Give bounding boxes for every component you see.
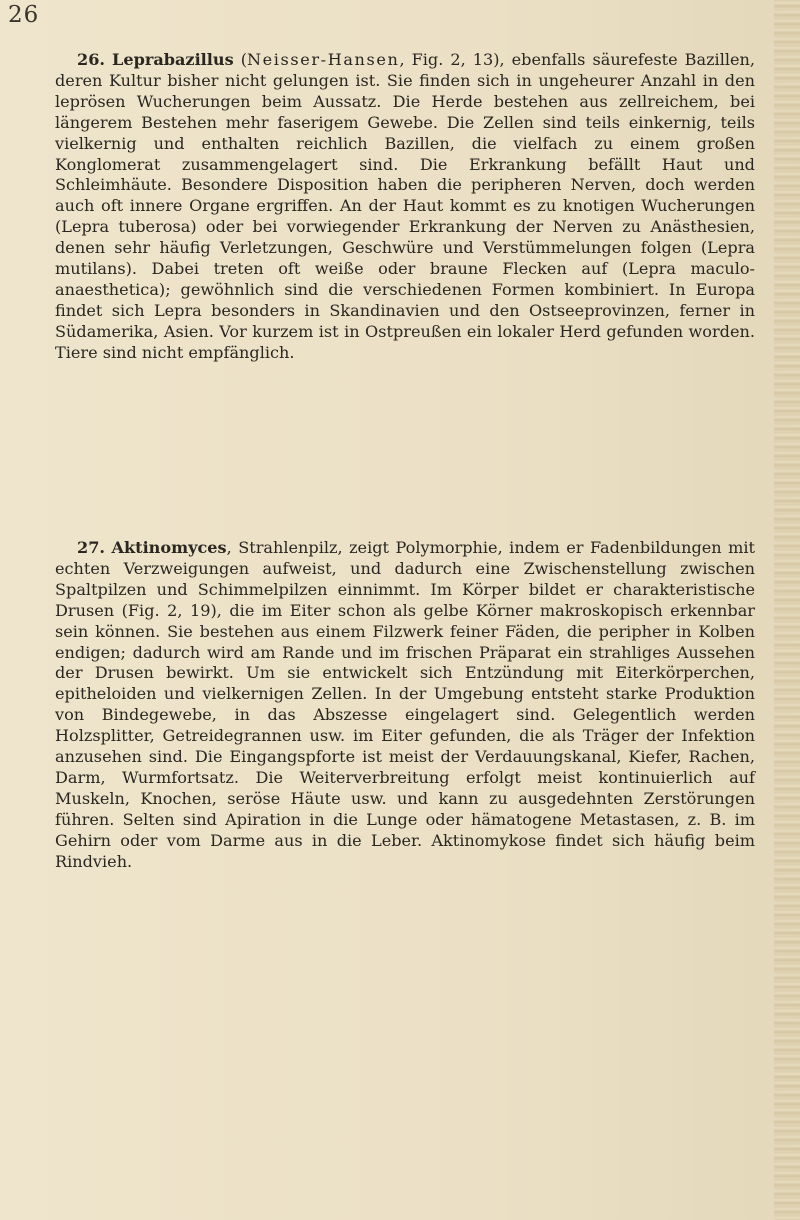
- section-title: Leprabazillus: [112, 50, 234, 69]
- section-number: 26.: [77, 50, 105, 69]
- section-paragraph: [55, 538, 755, 873]
- section-title: Aktinomyces: [111, 538, 227, 557]
- section-paragraph: 26. Leprabazillus (Neisser-Hansen, Fig. 2, 13), ebenfalls säurefeste Bazillen, deren Kultur bisher nicht gelungen ist. Sie finden sich in ungeheurer Anzahl in den leprösen Wucherungen beim Aussatz. Die Herde bestehen aus zellreichem, bei längerem Bestehen mehr faserigem Gewebe. Die Zellen sind teils einkernig, teils vielkernig und enthalten reichlich Bazillen, die vielfach zu einem großen Konglomerat zusammengelagert sind. Die Erkrankung befällt Haut und Schleimhäute. Besondere Disposition haben die peripheren Nerven, doch werden auch oft innere Organe ergriffen. An der Haut kommt es zu knotigen Wucherungen (Lepra tuberosa) oder bei vorwiegender Erkrankung der Nerven zu Anästhesien, denen sehr häufig Verletzungen, Geschwüre und Verstümmelungen folgen (Lepra mutilans). Dabei treten oft weiße oder braune Flecken auf (Lepra maculo-anaesthetica); gewöhnlich sind die verschiedenen Formen kombiniert. In Europa findet sich Lepra besonders in Skandinavien und den Ostseeprovinzen, ferner in Südamerika, Asien. Vor kurzem ist in Ostpreußen ein lokaler Herd gefunden worden. Tiere sind nicht empfänglich.: [55, 50, 756, 362]
- section-body: , Strahlenpilz, zeigt Polymorphie, indem er Fadenbildungen mit echten Verzweigungen aufweist, und dadurch eine Zwischenstellung zwischen Spaltpilzen und Schimmelpilzen einnimmt. Im Körper bildet er charakteristische Drusen (Fig. 2, 19), die im Eiter schon als gelbe Körner makroskopisch erkennbar sein können. Sie bestehen aus einem Filzwerk feiner Fäden, die peripher in Kolben endigen; dadurch wird am Rande und im frischen Präparat ein strahliges Aussehen der Drusen bewirkt. Um sie entwickelt sich Entzündung mit Eiterkörperchen, epitheloiden und vielkernigen Zellen. In der Umgebung entsteht starke Produktion von Bindegewebe, in das Abszesse eingelagert sind. Gelegentlich werden Holzsplitter, Getreidegrannen usw. im Eiter gefunden, die als Träger der Infektion anzusehen sind. Die Eingangspforte ist meist der Verdauungskanal, Kiefer, Rachen, Darm, Wurmfortsatz. Die Weiterverbreitung erfolgt meist kontinuierlich auf Muskeln, Knochen, seröse Häute usw. und kann zu ausgedehnten Zerstörungen führen. Selten sind Apiration in die Lunge oder hämatogene Metastasen, z. B. im Gehirn oder vom Darme aus in die Leber. Aktinomykose findet sich häufig beim Rindvieh.: [55, 538, 756, 871]
- page-edge: [774, 0, 800, 1220]
- section-number: 27.: [77, 538, 105, 557]
- section-aktinomyces: [55, 538, 755, 873]
- section-leprabazillus: [55, 50, 755, 364]
- section-body: , Fig. 2, 13), ebenfalls säurefeste Bazillen, deren Kultur bisher nicht gelungen ist. Sie finden sich in ungeheurer Anzahl in den leprösen Wucherungen beim Aussatz. Die Herde bestehen aus zellreichem, bei längerem Bestehen mehr faserigem Gewebe. Die Zellen sind teils einkernig, teils vielkernig und enthalten reichlich Bazillen, die vielfach zu einem großen Konglomerat zusammengelagert sind. Die Erkrankung befällt Haut und Schleimhäute. Besondere Disposition haben die peripheren Nerven, doch werden auch oft innere Organe ergriffen. An der Haut kommt es zu knotigen Wucherungen (Lepra tuberosa) oder bei vorwiegender Erkrankung der Nerven zu Anästhesien, denen sehr häufig Verletzungen, Geschwüre und Verstümmelungen folgen (Lepra mutilans). Dabei treten oft weiße oder braune Flecken auf (Lepra maculo-anaesthetica); gewöhnlich sind die verschiedenen Formen kombiniert. In Europa findet sich Lepra besonders in Skandinavien und den Ostseeprovinzen, ferner in Südamerika, Asien. Vor kurzem ist in Ostpreußen ein lokaler Herd gefunden worden. Tiere sind nicht empfänglich.: [55, 50, 756, 362]
- author-name: Neisser-Hansen: [246, 50, 400, 69]
- page-number: 26: [8, 2, 40, 28]
